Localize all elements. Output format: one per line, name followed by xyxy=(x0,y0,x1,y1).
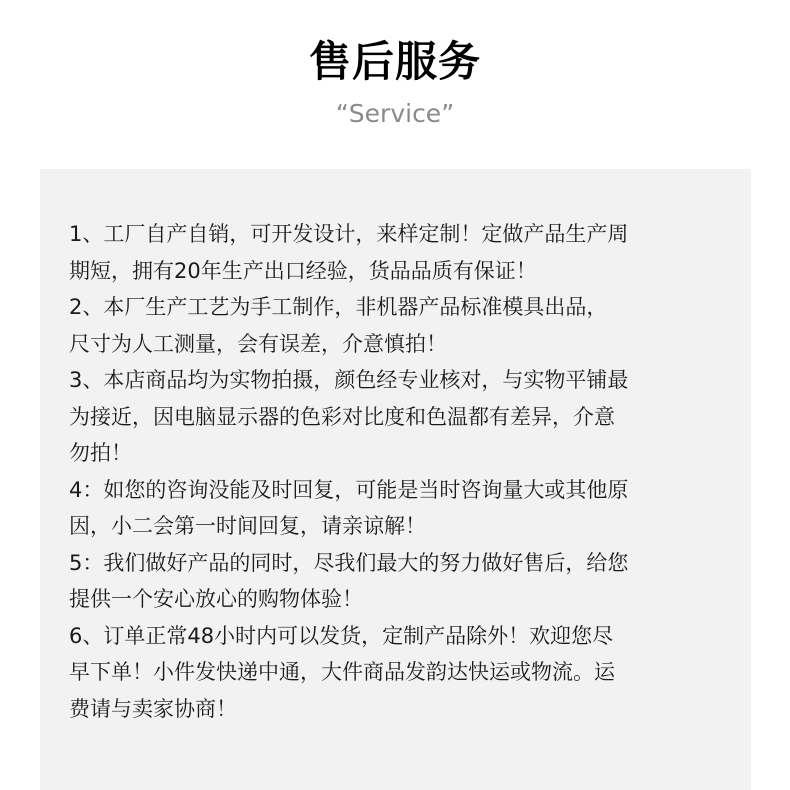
notice-line: 5：我们做好产品的同时，尽我们最大的努力做好售后，给您 xyxy=(69,550,629,575)
notice-line: 早下单！小件发快递中通，大件商品发韵达快运或物流。运 xyxy=(69,660,615,684)
notice-line: 尺寸为人工测量，会有误差，介意慎拍！ xyxy=(69,331,447,356)
notice-line: 6、订单正常48小时内可以发货，定制产品除外！欢迎您尽 xyxy=(69,623,614,648)
notice-line: 4：如您的咨询没能及时回复，可能是当时咨询量大或其他原 xyxy=(69,477,629,502)
notice-item-4 xyxy=(69,472,729,545)
notice-content xyxy=(69,216,729,727)
notice-line: 3、本店商品均为实物拍摄，颜色经专业核对，与实物平铺最 xyxy=(69,368,629,392)
notice-line: 2、本厂生产工艺为手工制作，非机器产品标准模具出品， xyxy=(69,295,608,319)
page-title: 售后服务 xyxy=(308,37,481,86)
notice-line: 为接近，因电脑显示器的色彩对比度和色温都有差异，介意 xyxy=(69,404,615,429)
notice-line: 期短，拥有20年生产出口经验，货品品质有保证！ xyxy=(69,258,537,283)
notice-item-2 xyxy=(69,289,729,362)
notice-item-6 xyxy=(69,618,729,728)
notice-line: 因，小二会第一时间回复，请亲谅解！ xyxy=(69,514,426,538)
notice-line: 勿拍！ xyxy=(69,441,132,465)
notice-panel xyxy=(40,169,751,790)
notice-line: 提供一个安心放心的购物体验！ xyxy=(69,587,363,611)
notice-item-1 xyxy=(69,216,729,289)
notice-item-5 xyxy=(69,545,729,618)
page-subtitle: “Service” xyxy=(335,99,455,128)
notice-line: 1、工厂自产自销，可开发设计，来样定制！定做产品生产周 xyxy=(69,222,629,246)
notice-line: 费请与卖家协商！ xyxy=(69,696,237,721)
notice-item-3 xyxy=(69,362,729,472)
